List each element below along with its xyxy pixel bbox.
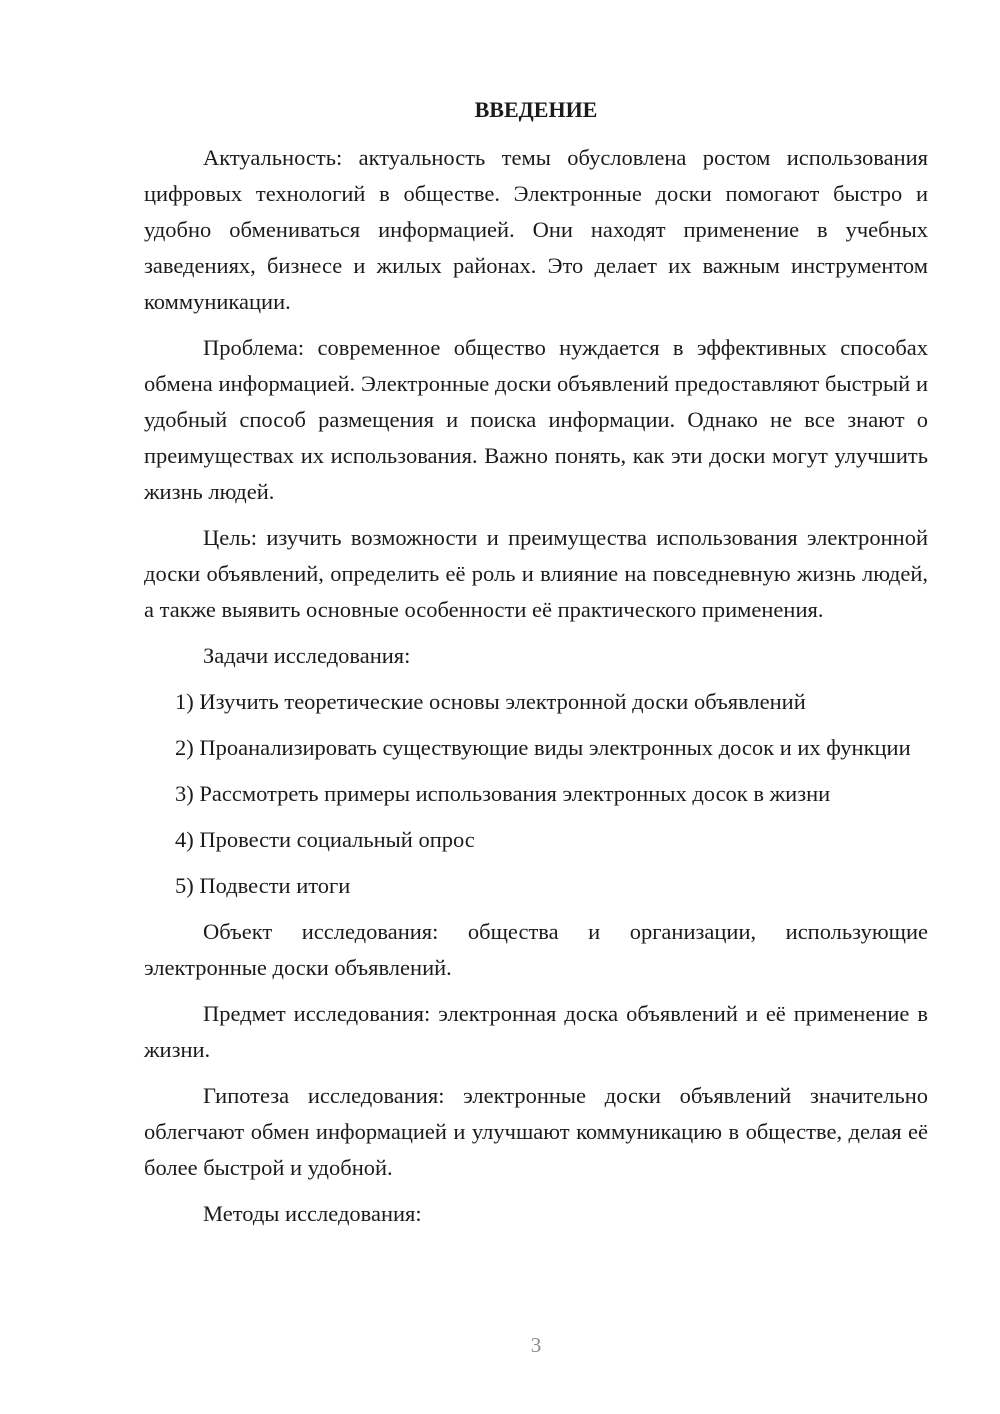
subject-paragraph: Предмет исследования: электронная доска объявлений и её применение в жизни. (144, 1001, 928, 1062)
tasks-heading: Задачи исследования: (203, 643, 411, 668)
page-title: ВВЕДЕНИЕ (474, 97, 598, 122)
relevance-paragraph: Актуальность: актуальность темы обусловлена ростом использования цифровых технологий в обществе. Электронные доски помогают быстро и удобно обмениваться информацией. Они находят применение в учебных заведениях, бизнесе и жилых районах. Это делает их важным инструментом коммуникации. (144, 145, 928, 314)
object-paragraph: Объект исследования: общества и организации, использующие электронные доски объявлений. (144, 919, 928, 980)
hypothesis-paragraph: Гипотеза исследования: электронные доски объявлений значительно облегчают обмен информацией и улучшают коммуникацию в обществе, делая её более быстрой и удобной. (144, 1083, 928, 1180)
task-item: 5) Подвести итоги (175, 873, 351, 898)
task-item: 3) Рассмотреть примеры использования электронных досок в жизни (175, 781, 831, 806)
task-item: 1) Изучить теоретические основы электронной доски объявлений (175, 689, 806, 714)
page-number: 3 (530, 1333, 542, 1357)
goal-paragraph: Цель: изучить возможности и преимущества использования электронной доски объявлений, определить её роль и влияние на повседневную жизнь людей, а также выявить основные особенности её практического применения. (144, 525, 928, 622)
problem-paragraph: Проблема: современное общество нуждается в эффективных способах обмена информацией. Электронные доски объявлений предоставляют быстрый и удобный способ размещения и поиска информации. Однако не все знают о преимуществах их использования. Важно понять, как эти доски могут улучшить жизнь людей. (144, 335, 928, 504)
tasks-list (144, 684, 928, 904)
task-item: 2) Проанализировать существующие виды электронных досок и их функции (175, 735, 911, 760)
task-item: 4) Провести социальный опрос (175, 827, 475, 852)
document-body (144, 140, 928, 1242)
methods-heading: Методы исследования: (203, 1201, 422, 1226)
